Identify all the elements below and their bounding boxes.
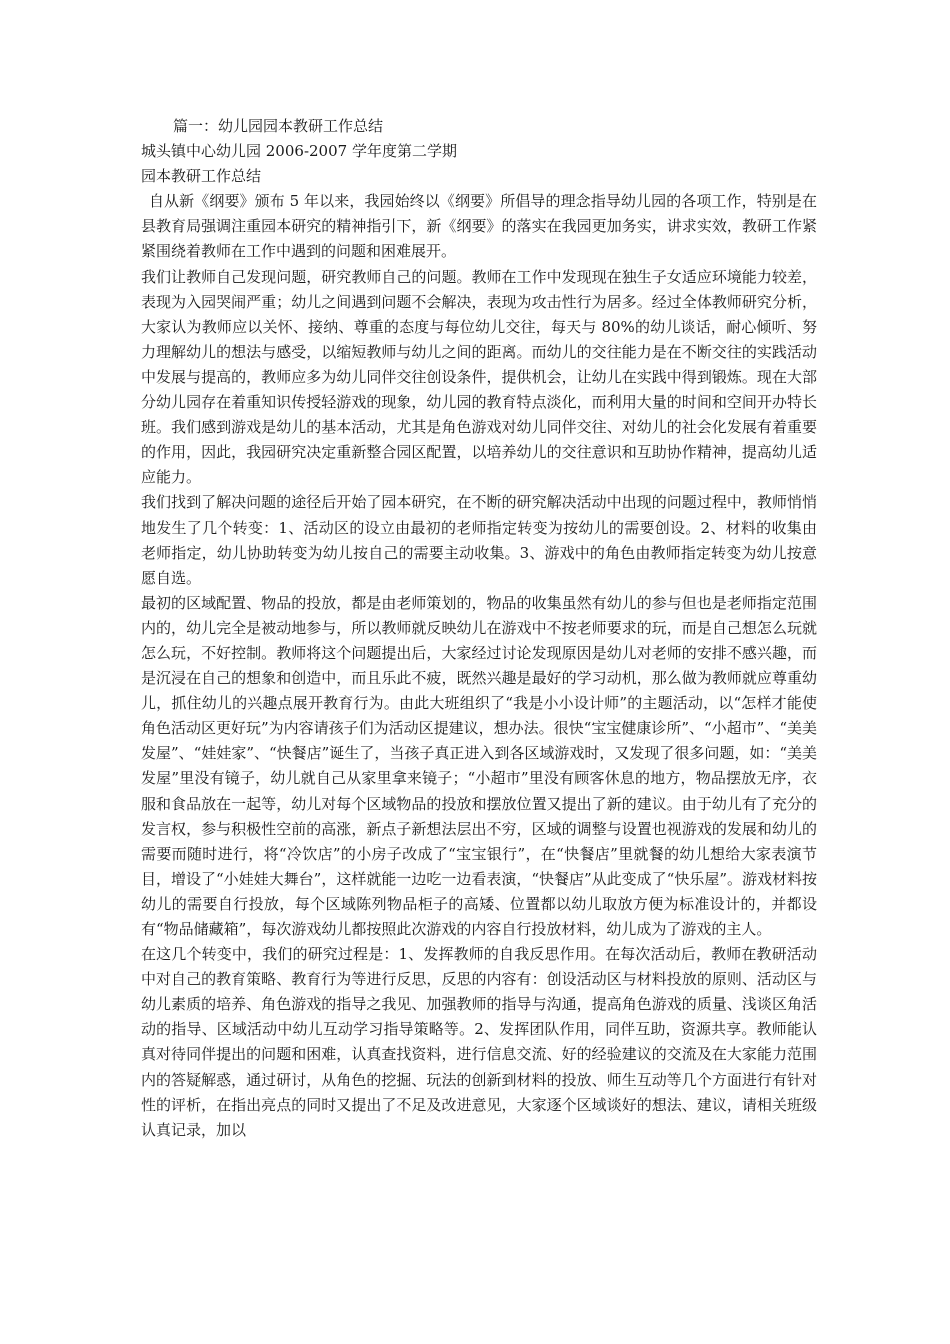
document-page [141,114,817,1143]
paragraph: 我们让教师自己发现问题，研究教师自己的问题。教师在工作中发现现在独生子女适应环境能力较差，表现为入园哭闹严重；幼儿之间遇到问题不会解决，表现为攻击性行为居多。经过全体教师研究分析，大家认为教师应以关怀、接纳、尊重的态度与每位幼儿交往，每天与 80%的幼儿谈话，耐心倾听、努力理解幼儿的想法与感受，以缩短教师与幼儿之间的距离。而幼儿的交往能力是在不断交往的实践活动中发展与提高的，教师应多为幼儿同伴交往创设条件，提供机会，让幼儿在实践中得到锻炼。现在大部分幼儿园存在着重知识传授轻游戏的现象，幼儿园的教育特点淡化，而利用大量的时间和空间开办特长班。我们感到游戏是幼儿的基本活动，尤其是角色游戏对幼儿同伴交往、对幼儿的社会化发展有着重要的作用，因此，我园研究决定重新整合园区配置，以培养幼儿的交往意识和互助协作精神，提高幼儿适应能力。 [141,267,817,487]
paragraph: 我们找到了解决问题的途径后开始了园本研究，在不断的研究解决活动中出现的问题过程中，教师悄悄地发生了几个转变：1、活动区的设立由最初的老师指定转变为按幼儿的需要创设。2、材料的收集由老师指定，幼儿协助转变为幼儿按自己的需要主动收集。3、游戏中的角色由教师指定转变为幼儿按意愿自选。 [141,493,817,587]
document-subtitle-topic: 园本教研工作总结 [141,167,262,186]
paragraph: 自从新《纲要》颁布 5 年以来，我园始终以《纲要》所倡导的理念指导幼儿园的各项工作，特别是在县教育局强调注重园本研究的精神指引下，新《纲要》的落实在我园更加务实，讲求实效，教研工作紧紧围绕着教师在工作中遇到的问题和困难展开。 [141,192,817,261]
document-subtitle-school: 城头镇中心幼儿园 2006-2007 学年度第二学期 [141,142,457,161]
paragraph: 最初的区域配置、物品的投放，都是由老师策划的，物品的收集虽然有幼儿的参与但也是老师指定范围内的，幼儿完全是被动地参与，所以教师就反映幼儿在游戏中不按老师要求的玩，而是自己想怎么玩就怎么玩，不好控制。教师将这个问题提出后，大家经过讨论发现原因是幼儿对老师的安排不感兴趣，而是沉浸在自己的想象和创造中，而且乐此不疲，既然兴趣是最好的学习动机，那么做为教师就应尊重幼儿，抓住幼儿的兴趣点展开教育行为。由此大班组织了“我是小小设计师”的主题活动，以“怎样才能使角色活动区更好玩”为内容请孩子们为活动区提建议，想办法。很快“宝宝健康诊所”、“小超市”、“美美发屋”、“娃娃家”、“快餐店”诞生了，当孩子真正进入到各区域游戏时，又发现了很多问题，如：“美美发屋”里没有镜子，幼儿就自己从家里拿来镜子；“小超市”里没有顾客休息的地方，物品摆放无序，衣服和食品放在一起等，幼儿对每个区域物品的投放和摆放位置又提出了新的建议。由于幼儿有了充分的发言权，参与积极性空前的高涨，新点子新想法层出不穷，区域的调整与设置也视游戏的发展和幼儿的需要而随时进行，将“冷饮店”的小房子改成了“宝宝银行”，在“快餐店”里就餐的幼儿想给大家表演节目，增设了“小娃娃大舞台”，这样就能一边吃一边看表演，“快餐店”从此变成了“快乐屋”。游戏材料按幼儿的需要自行投放，每个区域陈列物品柜子的高矮、位置都以幼儿取放方便为标准设计的，并都设有“物品储藏箱”，每次游戏幼儿都按照此次游戏的内容自行投放材料，幼儿成为了游戏的主人。 [141,593,818,938]
document-title: 篇一：幼儿园园本教研工作总结 [173,117,384,135]
paragraph: 在这几个转变中，我们的研究过程是：1、发挥教师的自我反思作用。在每次活动后，教师在教研活动中对自己的教育策略、教育行为等进行反思，反思的内容有：创设活动区与材料投放的原则、活动区与幼儿素质的培养、角色游戏的指导之我见、加强教师的指导与沟通，提高角色游戏的质量、浅谈区角活动的指导、区域活动中幼儿互动学习指导策略等。2、发挥团队作用，同伴互助，资源共享。教师能认真对待同伴提出的问题和困难，认真查找资料，进行信息交流、好的经验建议的交流及在大家能力范围内的答疑解惑，通过研讨，从角色的挖掘、玩法的创新到材料的投放、师生互动等几个方面进行有针对性的评析，在指出亮点的同时又提出了不足及改进意见，大家逐个区域谈好的想法、建议，请相关班级认真记录，加以 [141,945,817,1139]
